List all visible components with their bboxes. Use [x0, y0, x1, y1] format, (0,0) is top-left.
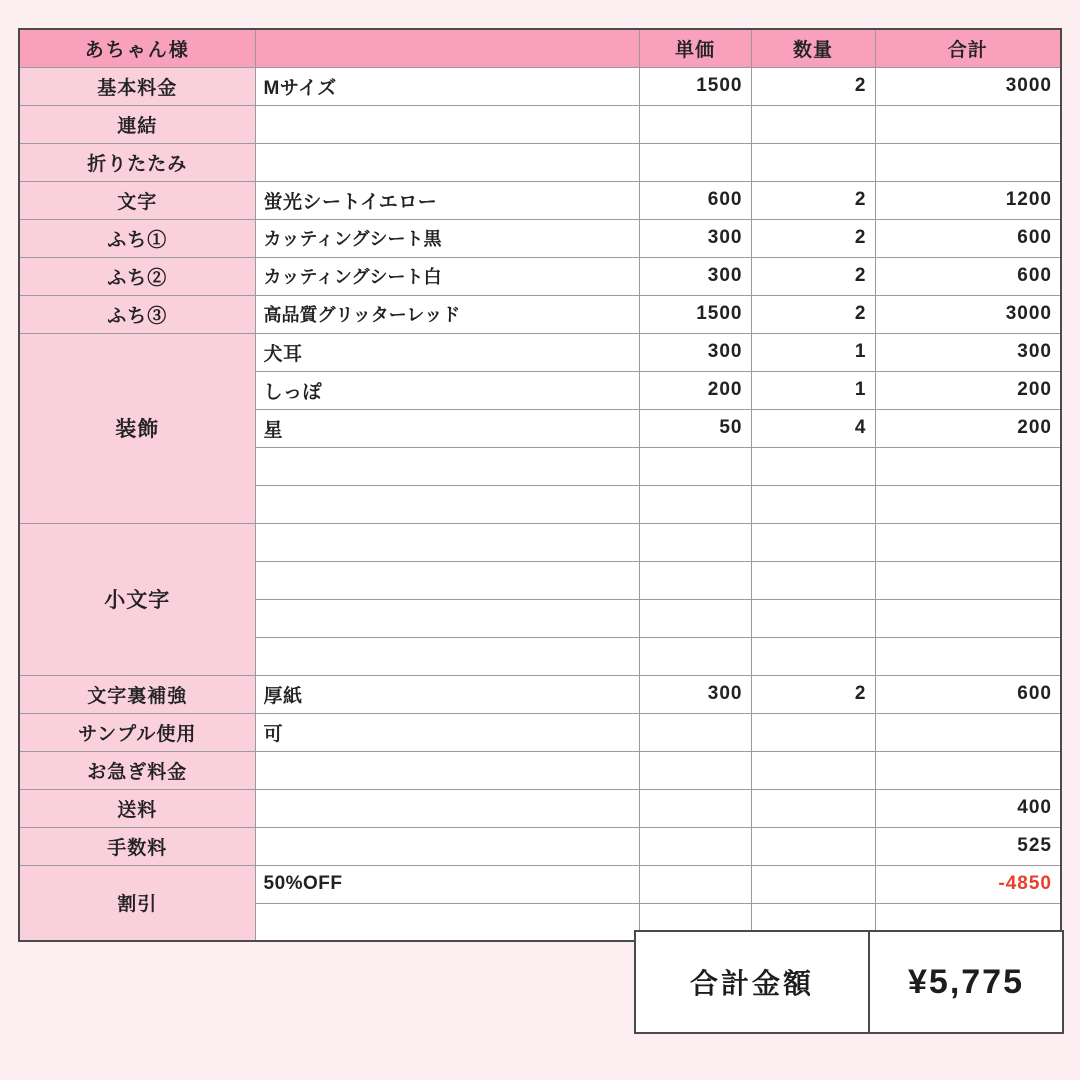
row-desc	[255, 523, 639, 561]
row-desc: Mサイズ	[255, 67, 639, 105]
row-total: 525	[875, 827, 1061, 865]
grand-total-label: 合計金額	[636, 932, 870, 1032]
row-total: 3000	[875, 295, 1061, 333]
row-total	[875, 485, 1061, 523]
row-label: ふち③	[19, 295, 255, 333]
row-qty	[751, 143, 875, 181]
group-label-small-text: 小文字	[19, 523, 255, 675]
row-desc	[255, 561, 639, 599]
row-total: 400	[875, 789, 1061, 827]
row-price: 1500	[639, 67, 751, 105]
row-label: お急ぎ料金	[19, 751, 255, 789]
row-total: 600	[875, 675, 1061, 713]
table-row	[19, 257, 1061, 295]
row-label: 手数料	[19, 827, 255, 865]
grand-total-value: ¥5,775	[908, 962, 1024, 1001]
row-desc: カッティングシート白	[255, 257, 639, 295]
row-total	[875, 713, 1061, 751]
row-total	[875, 143, 1061, 181]
row-price: 1500	[639, 295, 751, 333]
row-price	[639, 143, 751, 181]
row-price	[639, 827, 751, 865]
row-qty: 2	[751, 219, 875, 257]
table-header-row	[19, 29, 1061, 67]
row-price: 50	[639, 409, 751, 447]
discount-price	[639, 865, 751, 903]
row-qty	[751, 485, 875, 523]
row-desc: 厚紙	[255, 675, 639, 713]
row-desc: 蛍光シートイエロー	[255, 181, 639, 219]
discount-qty	[751, 865, 875, 903]
table-row	[19, 181, 1061, 219]
row-label-discount: 割引	[19, 865, 255, 941]
row-price	[639, 523, 751, 561]
table-row	[19, 713, 1061, 751]
row-label: 送料	[19, 789, 255, 827]
row-qty	[751, 561, 875, 599]
row-label: ふち①	[19, 219, 255, 257]
row-label: 文字	[19, 181, 255, 219]
column-header-total: 合計	[875, 29, 1061, 67]
row-price: 300	[639, 219, 751, 257]
row-total: 200	[875, 371, 1061, 409]
row-desc	[255, 751, 639, 789]
row-qty	[751, 599, 875, 637]
row-total: 600	[875, 219, 1061, 257]
row-desc	[255, 105, 639, 143]
row-desc: しっぽ	[255, 371, 639, 409]
row-price	[639, 713, 751, 751]
row-total	[875, 599, 1061, 637]
row-price	[639, 105, 751, 143]
row-qty: 2	[751, 181, 875, 219]
table-row	[19, 523, 1061, 561]
row-total: 1200	[875, 181, 1061, 219]
customer-name: あちゃん様	[19, 29, 255, 67]
row-price: 300	[639, 333, 751, 371]
table-row	[19, 751, 1061, 789]
row-total: 600	[875, 257, 1061, 295]
row-price	[639, 561, 751, 599]
row-total	[875, 105, 1061, 143]
row-desc	[255, 903, 639, 941]
invoice-table	[18, 28, 1062, 942]
row-desc	[255, 827, 639, 865]
row-qty	[751, 789, 875, 827]
row-price	[639, 447, 751, 485]
row-desc	[255, 447, 639, 485]
table-row	[19, 789, 1061, 827]
table-row	[19, 295, 1061, 333]
row-qty: 1	[751, 333, 875, 371]
row-label: 文字裏補強	[19, 675, 255, 713]
row-price	[639, 789, 751, 827]
row-desc	[255, 485, 639, 523]
row-qty: 4	[751, 409, 875, 447]
row-qty: 1	[751, 371, 875, 409]
row-desc: 高品質グリッターレッド	[255, 295, 639, 333]
row-label: 基本料金	[19, 67, 255, 105]
row-label: サンプル使用	[19, 713, 255, 751]
row-qty: 2	[751, 295, 875, 333]
table-row-discount	[19, 865, 1061, 903]
row-qty: 2	[751, 67, 875, 105]
row-qty	[751, 105, 875, 143]
discount-desc: 50%OFF	[255, 865, 639, 903]
row-qty	[751, 637, 875, 675]
row-desc	[255, 789, 639, 827]
row-price: 200	[639, 371, 751, 409]
row-total	[875, 447, 1061, 485]
table-row	[19, 827, 1061, 865]
row-desc: 可	[255, 713, 639, 751]
row-price	[639, 599, 751, 637]
row-qty	[751, 447, 875, 485]
table-row	[19, 105, 1061, 143]
grand-total-box	[634, 930, 1064, 1034]
row-label: 連結	[19, 105, 255, 143]
row-total: 200	[875, 409, 1061, 447]
header-blank-cell	[255, 29, 639, 67]
row-total	[875, 751, 1061, 789]
row-qty	[751, 713, 875, 751]
table-row	[19, 143, 1061, 181]
row-price	[639, 485, 751, 523]
row-price	[639, 751, 751, 789]
row-price: 600	[639, 181, 751, 219]
table-row	[19, 67, 1061, 105]
row-total: 300	[875, 333, 1061, 371]
row-qty	[751, 751, 875, 789]
row-total	[875, 523, 1061, 561]
row-price	[639, 637, 751, 675]
row-label: ふち②	[19, 257, 255, 295]
row-price: 300	[639, 675, 751, 713]
row-total	[875, 561, 1061, 599]
row-qty	[751, 827, 875, 865]
row-desc	[255, 637, 639, 675]
row-total	[875, 637, 1061, 675]
row-qty: 2	[751, 675, 875, 713]
row-total: 3000	[875, 67, 1061, 105]
table-row	[19, 219, 1061, 257]
group-label-decoration: 装飾	[19, 333, 255, 523]
row-price: 300	[639, 257, 751, 295]
column-header-price: 単価	[639, 29, 751, 67]
discount-total: -4850	[875, 865, 1061, 903]
table-row	[19, 333, 1061, 371]
row-qty: 2	[751, 257, 875, 295]
row-desc	[255, 599, 639, 637]
table-row	[19, 675, 1061, 713]
row-desc	[255, 143, 639, 181]
row-label: 折りたたみ	[19, 143, 255, 181]
column-header-qty: 数量	[751, 29, 875, 67]
row-desc: 星	[255, 409, 639, 447]
row-qty	[751, 523, 875, 561]
row-desc: カッティングシート黒	[255, 219, 639, 257]
row-desc: 犬耳	[255, 333, 639, 371]
